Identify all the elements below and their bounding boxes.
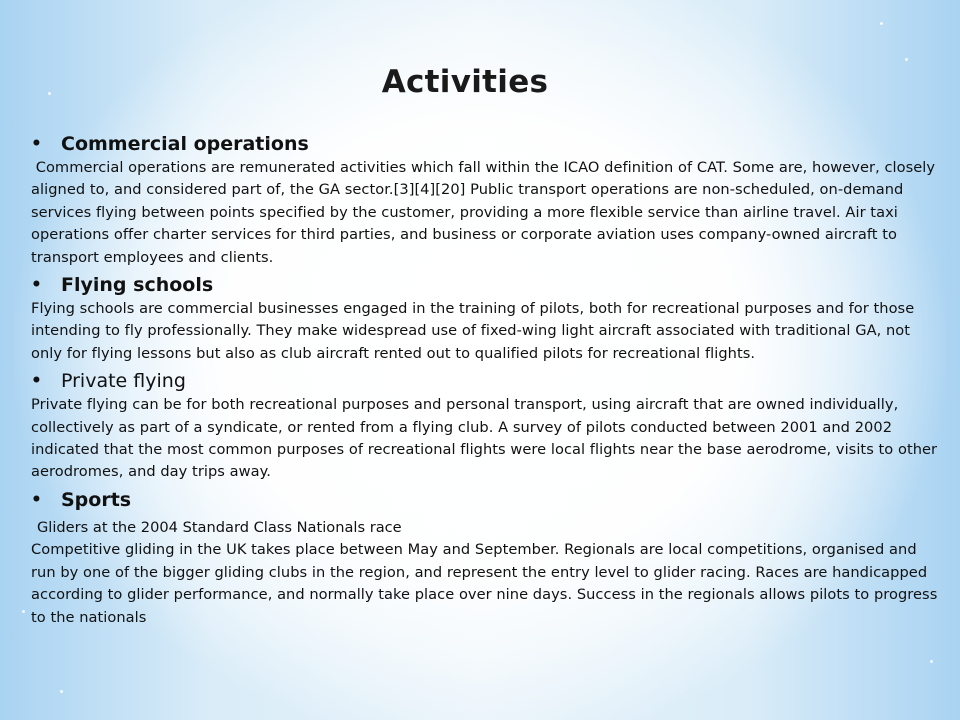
- bullet-dot: •: [31, 275, 42, 296]
- section-body-sports: Competitive gliding in the UK takes place between May and September. Regionals are local competitions, organised and run by one of the bigger gliding clubs in the region, and represent the entry level to glider racing. Races are handicapped according to glider performance, and normally take place over nine days. Success in the regionals allows pilots to progress to the nationals: [31, 541, 938, 626]
- section-heading-text: Private flying: [61, 370, 186, 393]
- background-sparkle: [880, 22, 883, 25]
- section-body-private-flying: Private flying can be for both recreational purposes and personal transport, using aircraft that are owned individually, collectively as part of a syndicate, or rented from a flying club. A survey of pilots conducted between 2001 and 2002 indicated that the most common purposes of recreational flights were local flights near the base aerodrome, visits to other aerodromes, and day trips away.: [31, 396, 938, 481]
- slide-title: Activities: [381, 64, 549, 100]
- section-heading-sports: [31, 487, 941, 513]
- background-sparkle: [22, 610, 25, 613]
- section-body-flying-schools: Flying schools are commercial businesses engaged in the training of pilots, both for recreational purposes and for those intending to fly professionally. They make widespread use of fixed-wing light aircraft associated with traditional GA, not only for flying lessons but also as club aircraft rented out to qualified pilots for recreational flights.: [31, 300, 915, 362]
- section-heading-private-flying: [31, 368, 941, 394]
- background-sparkle: [930, 660, 933, 663]
- slide-content: [31, 131, 941, 632]
- section-body-commercial-operations: Commercial operations are remunerated activities which fall within the ICAO definition of CAT. Some are, however, closely aligned to, and considered part of, the GA sector.[3][4][20] Public transport operations are non-scheduled, on-demand services flying between points specified by the customer, providing a more flexible service than airline travel. Air taxi operations offer charter services for third parties, and business or corporate aviation uses company-owned aircraft to transport employees and clients.: [31, 159, 940, 266]
- section-heading-flying-schools: [31, 272, 941, 298]
- background-sparkle: [60, 690, 63, 693]
- background-sparkle: [905, 58, 908, 61]
- bullet-dot: •: [31, 134, 42, 154]
- section-heading-commercial-operations: [31, 131, 941, 157]
- section-heading-text: Flying schools: [61, 274, 214, 297]
- section-heading-text: Sports: [61, 488, 132, 511]
- bullet-dot: •: [31, 489, 42, 510]
- section-heading-text: Commercial operations: [61, 133, 309, 155]
- image-caption-gliders: Gliders at the 2004 Standard Class Nationals race: [37, 518, 402, 536]
- bullet-dot: •: [31, 371, 42, 392]
